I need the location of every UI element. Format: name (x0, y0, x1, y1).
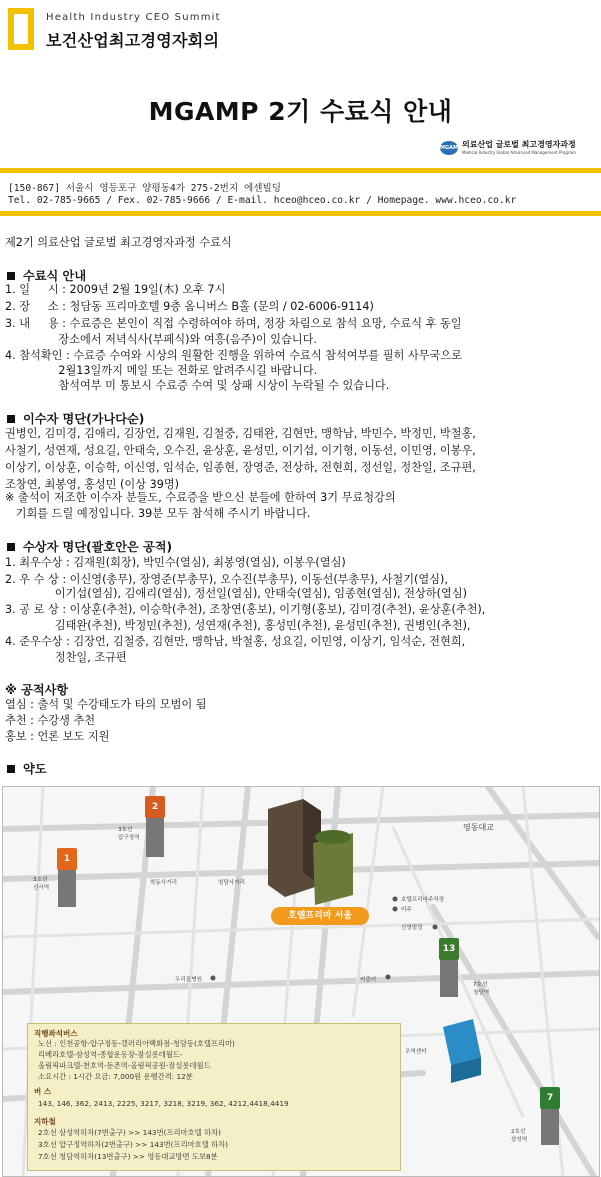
awards-line: 4. 준우수상 : 김장언, 김철중, 김현만, 맹학남, 박철홍, 성요길, 이민영, 이상기, 임석순, 전현희, (5, 635, 466, 648)
graduates-heading: 이수자 명단(가나다순) (5, 410, 144, 427)
bullet-square-icon (7, 543, 15, 551)
logo-mark (8, 8, 34, 50)
bus-direct-line: 올림픽파크텔-천호역-둔촌역-올림픽공원-잠실롯데월드 (38, 1061, 211, 1070)
station-marker-13: 13 (439, 938, 459, 960)
awards-line: 정찬일, 조규편 (5, 651, 127, 664)
org-korean-name: 보건산업최고경영자회의 (46, 31, 220, 50)
program-logo-icon: MGAMP (440, 141, 458, 155)
ceremony-line: 장소에서 저녁식사(부페식)와 여흥(음주)이 있습니다. (5, 333, 317, 346)
station-marker-2: 2 (145, 796, 165, 818)
header-divider-top (0, 168, 601, 173)
ceremony-heading: 수료식 안내 (5, 267, 86, 284)
directions-box (27, 1023, 401, 1171)
contact-line: Tel. 02-785-9665 / Fex. 02-785-9666 / E-mail. hceo@hceo.co.kr / Homepage. www.hceo.co.kr (8, 195, 517, 206)
ceremony-line: 4. 참석확인 : 수료증 수여와 시상의 원활한 진행을 위하여 수료식 참석여부를 필히 사무국으로 (5, 349, 462, 362)
header-divider-bottom (0, 211, 601, 216)
subway-line: 2호선 삼성역하차(7번출구) >> 143번(프리마호텔 하차) (38, 1128, 221, 1137)
location-map (2, 786, 600, 1177)
awards-line: 1. 최우수상 : 김재원(회장), 박민수(열심), 최봉영(열심), 이봉우(열심) (5, 556, 346, 569)
page-title: MGAMP 2기 수료식 안내 (148, 97, 453, 126)
station-marker-7: 7 (540, 1087, 560, 1109)
map-label-uri-hospital: 우리들병원 (175, 977, 203, 983)
awards-line: 2. 우 수 상 : 이신영(총무), 장영준(부총무), 오수진(부총무), 이동선(부총무), 사철기(열심), (5, 573, 448, 586)
merit-line: 추천 : 수강생 추천 (5, 714, 96, 727)
ceremony-line: 2월13일까지 메일 또는 전화로 알려주시길 바랍니다. (5, 364, 318, 377)
trade-center-building (443, 1019, 481, 1083)
graduates-note: 기회를 드릴 예정입니다. 39분 모두 참석해 주시기 바랍니다. (5, 507, 311, 520)
graduates-line: 이상기, 이상훈, 이승학, 이신영, 임석순, 임종현, 장영준, 전상하, 전현희, 정선일, 정찬일, 조규편, (5, 461, 476, 474)
station-marker-1: 1 (57, 848, 77, 870)
program-korean-name: 의료산업 글로벌 최고경영자과정 (462, 140, 576, 149)
map-label-shinyoung: 신영빌딩 (401, 925, 423, 931)
ceremony-line: 1. 일 시 : 2009년 2월 19일(木) 오후 7시 (5, 283, 226, 296)
hotel-prima-tag: 호텔프리마 서울 (271, 907, 369, 925)
bus-direct-line: 소요시간 : 1시간 요금: 7,000원 운행간격: 12분 (38, 1072, 193, 1081)
ceremony-line: 2. 장 소 : 청담동 프리마호텔 9층 옴니버스 B홀 (문의 / 02-6006-9114) (5, 300, 374, 313)
merit-line: 열심 : 출석 및 수강태도가 타의 모범이 됨 (5, 698, 207, 711)
map-label-samseong: 2호선 삼성역 (511, 1129, 528, 1143)
ceremony-line: 참석여부 미 통보시 수료증 수여 및 상패 시상이 누락될 수 있습니다. (5, 379, 390, 392)
map-heading: 약도 (5, 760, 47, 777)
map-label-cheongdam: 7호선 청담역 (473, 982, 490, 996)
map-label-ssizler: 씨즐러 (360, 977, 377, 983)
hotel-building (268, 799, 353, 905)
notice-title: 제2기 의료산업 글로벌 최고경영자과정 수료식 (5, 236, 232, 249)
bus-heading: 버 스 (34, 1087, 52, 1096)
graduates-line: 조창연, 최봉영, 홍성민 (이상 39명) (5, 478, 179, 491)
map-label-parking: 호텔프리마주차장 (401, 897, 445, 903)
map-label-hakdong: 학동사거리 (150, 880, 178, 886)
address-line: [150-867] 서울시 영등포구 양평동4가 275-2번지 에센빌딩 (8, 183, 282, 194)
bullet-square-icon (7, 415, 15, 423)
bus-line: 143, 146, 362, 2413, 2225, 3217, 3218, 3219, 362, 4212,4418,4419 (38, 1099, 289, 1108)
map-label-trade-center: 우역센터 (405, 1049, 427, 1055)
subway-heading: 지하철 (34, 1117, 56, 1126)
org-english-name: Health Industry CEO Summit (46, 12, 221, 23)
map-label-bridge: 영동대교 (463, 823, 494, 832)
bullet-square-icon (7, 765, 15, 773)
subway-line: 7호선 청담역하차(13번출구) >> 영동대교방면 도보8분 (38, 1152, 218, 1161)
map-label-mijoo: 미주 (401, 907, 412, 913)
bus-direct-heading: 직행좌석버스 (34, 1029, 78, 1038)
awards-line: 3. 공 로 상 : 이상훈(추천), 이승학(추천), 조창연(홍보), 이기형(홍보), 김미경(추천), 윤상훈(추천), (5, 603, 486, 616)
awards-heading: 수상자 명단(괄호안은 공적) (5, 538, 172, 555)
ceremony-line: 3. 내 용 : 수료증은 본인이 직접 수령하여야 하며, 정장 차림으로 참석 요망, 수료식 후 동일 (5, 317, 462, 330)
bus-direct-line: 리베라호텔-삼성역-종합운동장-잠실롯데월드- (38, 1050, 183, 1059)
subway-line: 3호선 압구정역하차(2번출구) >> 143번(프리마호텔 하차) (38, 1140, 229, 1149)
merit-heading: ※ 공적사항 (5, 683, 69, 697)
bus-direct-line: 노선 : 인천공항-압구정동-갤러리아백화점-청담동(호텔프리마) (38, 1039, 235, 1048)
graduates-line: 사철기, 성연재, 성요길, 안태숙, 오수진, 윤상훈, 윤성민, 이기섭, 이기형, 이동선, 이민영, 이봉우, (5, 444, 476, 457)
map-label-cheongdam-cross: 청담사거리 (218, 880, 246, 886)
awards-line: 이기섭(열심), 김애리(열심), 정선일(열심), 안태숙(열심), 임종현(열심), 전상하(열심) (5, 587, 467, 600)
bullet-square-icon (7, 272, 15, 280)
program-english-name: Medical·Industry Global Advanced Management Program (462, 150, 576, 155)
graduates-line: 권병인, 김미경, 김애리, 김장언, 김재원, 김철중, 김태완, 김현만, 맹학남, 박민수, 박정민, 박철홍, (5, 427, 476, 440)
graduates-note: ※ 출석이 저조한 이수자 분들도, 수료증을 받으신 분들에 한하여 3기 무료청강의 (5, 491, 396, 504)
awards-line: 김태완(추천), 박정민(추천), 성연재(추천), 홍성민(추천), 윤성민(추천), 권병인(추천), (5, 619, 471, 632)
merit-line: 홍보 : 언론 보도 지원 (5, 730, 110, 743)
map-label-apgujeong: 3호선 압구정역 (118, 827, 140, 841)
map-label-sinsa: 3호선 신사역 (33, 877, 50, 891)
